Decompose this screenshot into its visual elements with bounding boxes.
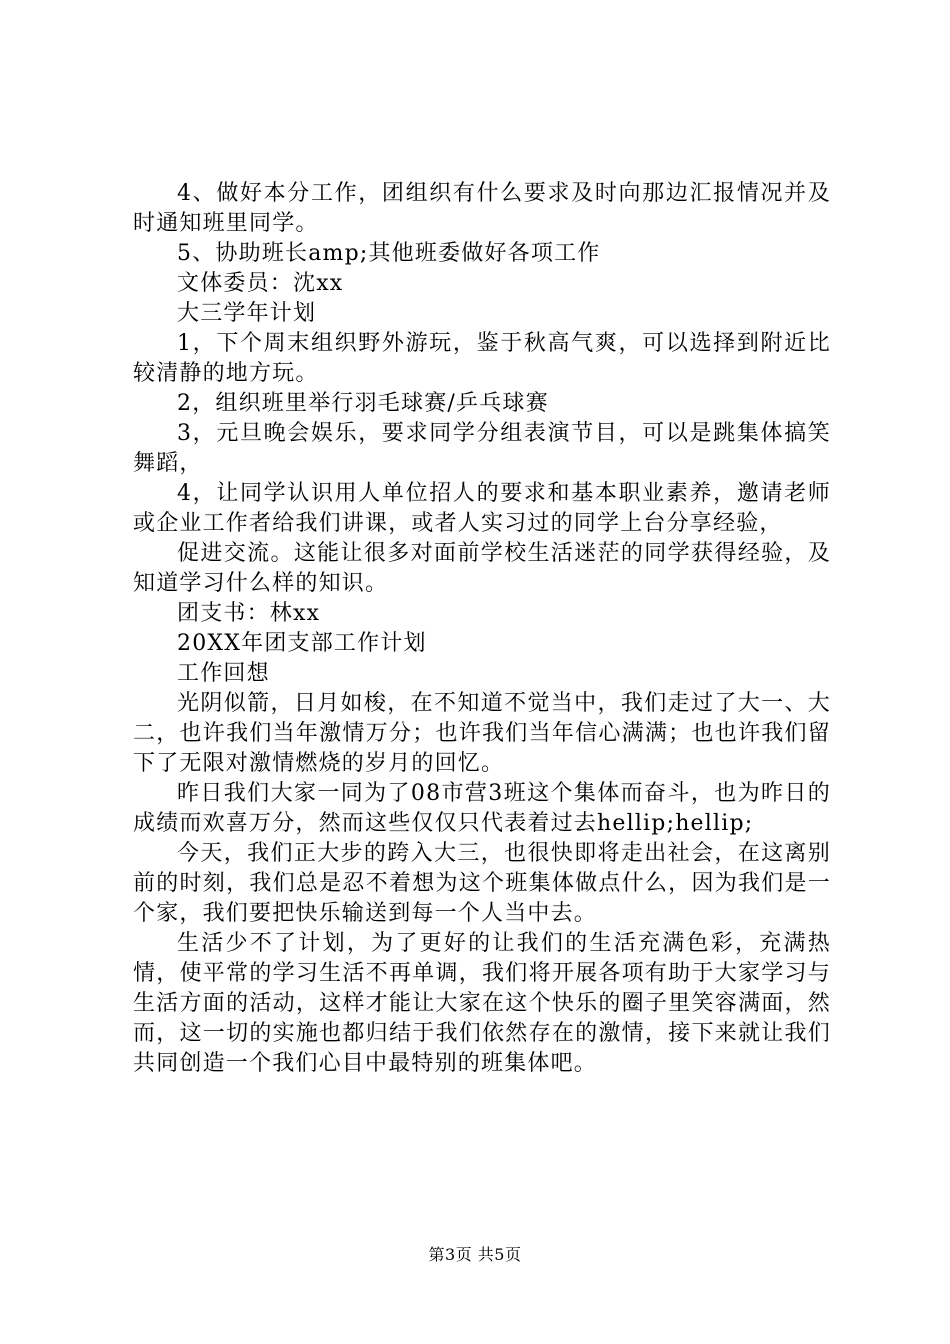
page-number-footer: 第3页 共5页 (428, 1245, 522, 1264)
paragraph: 5、协助班长amp;其他班委做好各项工作 (177, 241, 601, 266)
paragraph: 3，元旦晚会娱乐，要求同学分组表演节目，可以是跳集体搞笑舞蹈， (133, 421, 831, 476)
section-heading: 文体委员：沈xx (177, 271, 344, 296)
paragraph: 促进交流。这能让很多对面前学校生活迷茫的同学获得经验，及知道学习什么样的知识。 (133, 541, 831, 596)
section-heading: 大三学年计划 (177, 301, 317, 326)
section-heading: 团支书：林xx (177, 601, 321, 626)
paragraph: 2，组织班里举行羽毛球赛/乒乓球赛 (177, 391, 549, 416)
paragraph: 今天，我们正大步的跨入大三，也很快即将走出社会，在这离别前的时刻，我们总是忍不着想为这个班集体做点什么，因为我们是一个家，我们要把快乐输送到每一个人当中去。 (133, 841, 831, 926)
paragraph: 4、做好本分工作，团组织有什么要求及时向那边汇报情况并及时通知班里同学。 (133, 181, 831, 236)
document-body (133, 179, 831, 1079)
paragraph: 光阴似箭，日月如梭，在不知道不觉当中，我们走过了大一、大二，也许我们当年激情万分；也许我们当年信心满满；也也许我们留下了无限对激情燃烧的岁月的回忆。 (133, 691, 831, 776)
section-heading: 20XX年团支部工作计划 (177, 631, 427, 656)
paragraph: 1，下个周末组织野外游玩，鉴于秋高气爽，可以选择到附近比较清静的地方玩。 (133, 331, 831, 386)
paragraph: 4，让同学认识用人单位招人的要求和基本职业素养，邀请老师或企业工作者给我们讲课，或者人实习过的同学上台分享经验， (133, 481, 831, 536)
section-heading: 工作回想 (177, 661, 270, 686)
paragraph: 昨日我们大家一同为了08市营3班这个集体而奋斗，也为昨日的成绩而欢喜万分，然而这些仅仅只代表着过去hellip;hellip; (133, 781, 831, 836)
paragraph: 生活少不了计划，为了更好的让我们的生活充满色彩，充满热情，使平常的学习生活不再单调，我们将开展各项有助于大家学习与生活方面的活动，这样才能让大家在这个快乐的圈子里笑容满面，然而，这一切的实施也都归结于我们依然存在的激情，接下来就让我们共同创造一个我们心目中最特别的班集体吧。 (133, 931, 831, 1076)
